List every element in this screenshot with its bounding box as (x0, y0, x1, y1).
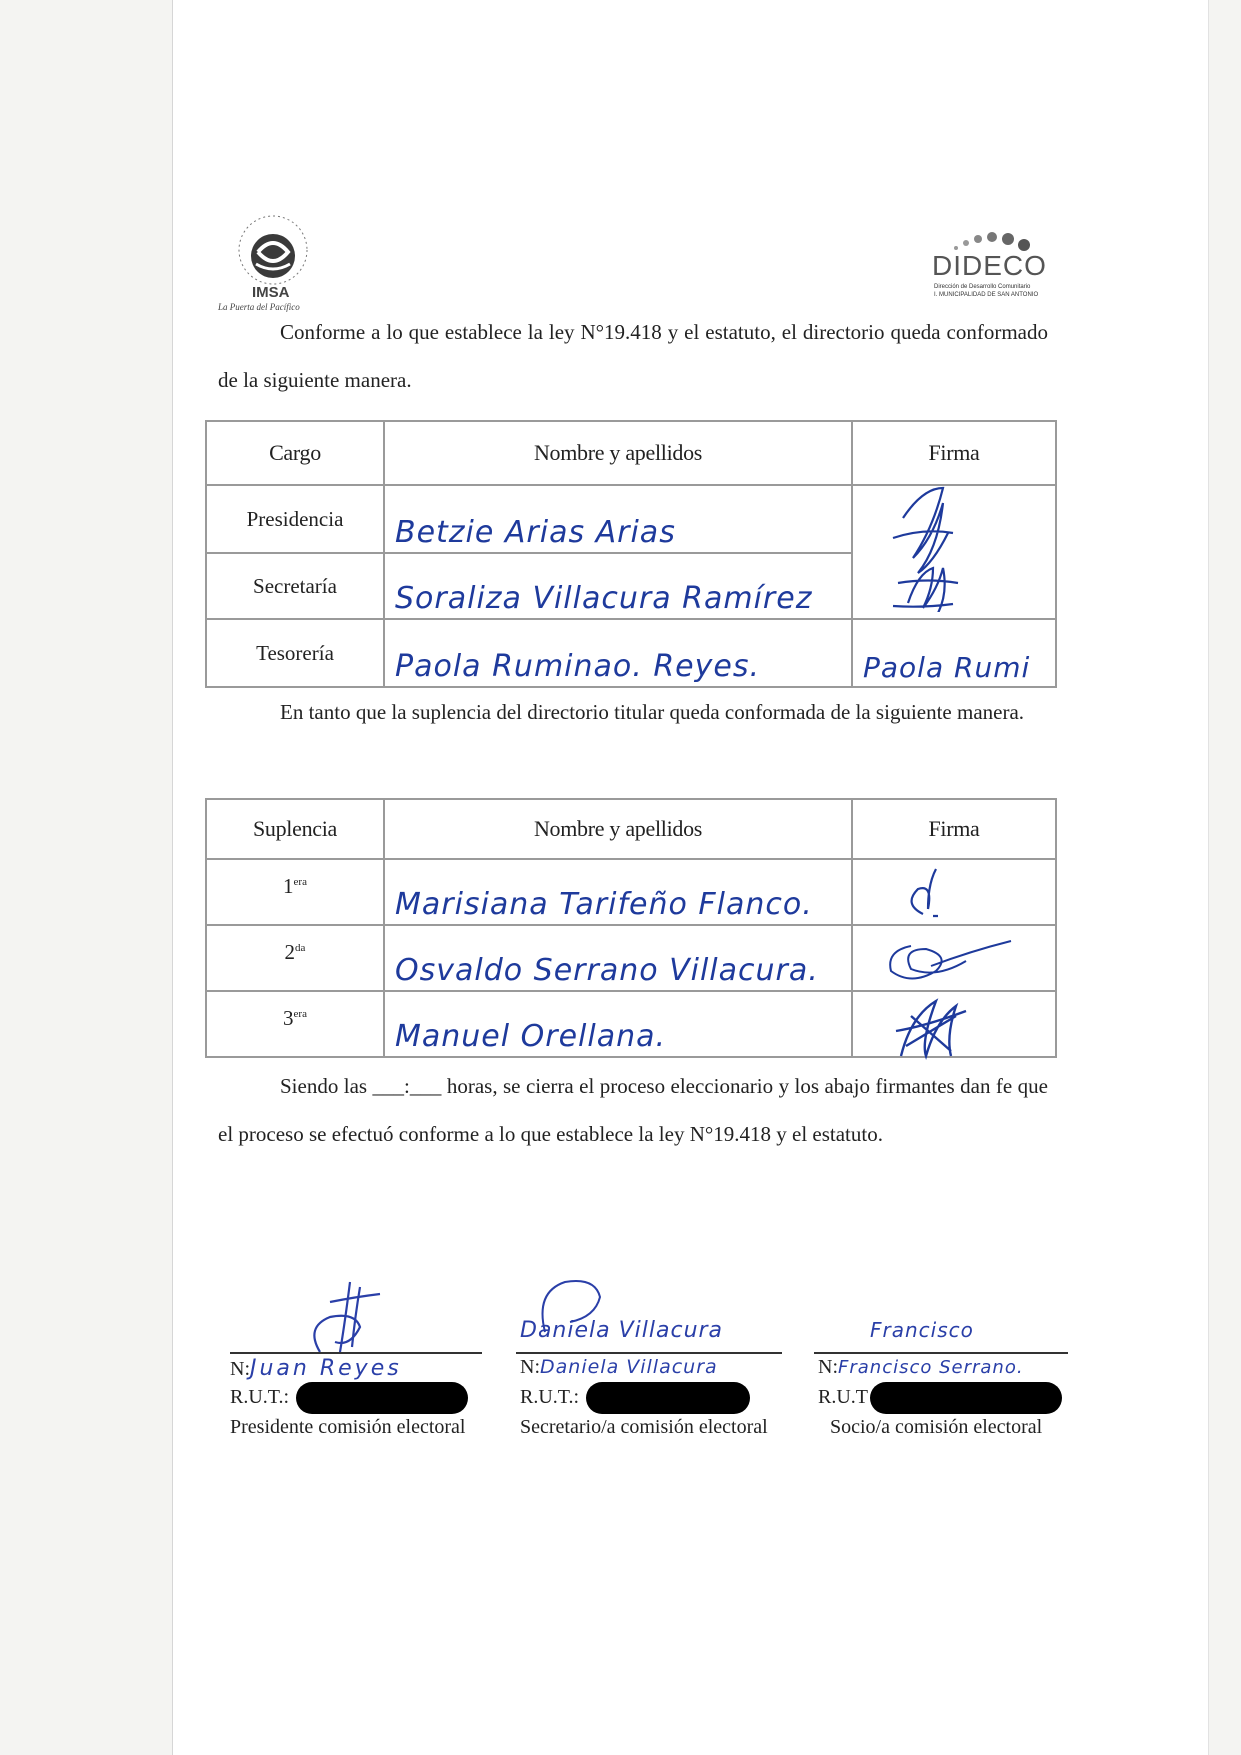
dideco-subtitle-2: I. MUNICIPALIDAD DE SAN ANTONIO (934, 292, 1039, 298)
handwritten-name: Manuel Orellana. (395, 1019, 667, 1054)
signature-line-2 (516, 1352, 782, 1354)
cargo-cell: Presidencia (206, 485, 384, 553)
firma-cell (852, 925, 1056, 991)
signature-2da-icon (871, 926, 1021, 990)
imsa-emblem-icon (218, 212, 328, 288)
signature-loop-icon (530, 1272, 620, 1342)
handwritten-name: Betzie Arias Arias (395, 515, 676, 550)
table-row (206, 619, 1056, 687)
firma-cell (852, 619, 1056, 687)
ordinal-cell (206, 859, 384, 925)
handwritten-name: Osvaldo Serrano Villacura. (395, 953, 819, 988)
table-row (206, 925, 1056, 991)
ordinal-suffix: era (293, 1008, 307, 1020)
handwritten-name: Soraliza Villacura Ramírez (395, 581, 813, 616)
closing-paragraph: Siendo las ___:___ horas, se cierra el proceso eleccionario y los abajo firmantes dan fe que el proceso se efectuó conforme a lo que establece la ley N°19.418 y el estatuto. (218, 1074, 1048, 1146)
signature-presidente-icon (290, 1272, 410, 1362)
intro-paragraph: Conforme a lo que establece la ley N°19.418 y el estatuto, el directorio queda conformado de la siguiente manera. (218, 320, 1048, 392)
directorio-header-row (206, 421, 1056, 485)
dideco-logo (928, 228, 1048, 304)
ordinal-suffix: da (295, 942, 306, 954)
signature-line-3 (814, 1352, 1068, 1354)
signature-line-1 (230, 1352, 482, 1354)
handwritten-name: Paola Ruminao. Reyes. (395, 649, 761, 684)
suplencia-table (205, 798, 1057, 1058)
firma-cell (852, 991, 1056, 1057)
handwritten-signature: Francisco (870, 1318, 974, 1342)
signature-presidencia-icon (873, 478, 993, 612)
rut-label: R.U.T.: (520, 1386, 580, 1408)
nombre-cell (384, 485, 852, 553)
signature-3era-icon (881, 986, 991, 1066)
dideco-name: DIDECO (932, 250, 1047, 281)
imsa-tagline: La Puerta del Pacífico (218, 302, 300, 312)
ordinal-number: 1 (283, 874, 294, 898)
middle-paragraph: En tanto que la suplencia del directorio titular queda conformada de la siguiente manera. (280, 700, 1025, 724)
nombre-cell (384, 991, 852, 1057)
firma-cell (852, 485, 1056, 619)
handwritten-name: Francisco Serrano. (838, 1357, 1024, 1378)
role-label: Presidente comisión electoral (230, 1416, 466, 1438)
rut-label: R.U.T (818, 1386, 868, 1408)
handwritten-name: Daniela Villacura (540, 1356, 718, 1378)
nombre-cell (384, 925, 852, 991)
handwritten-signature: Daniela Villacura (520, 1318, 724, 1343)
ordinal-cell (206, 925, 384, 991)
n-label: N: (818, 1356, 838, 1378)
role-label: Secretario/a comisión electoral (520, 1416, 768, 1438)
nombre-cell (384, 859, 852, 925)
header-firma: Firma (852, 421, 1056, 485)
header-nombre: Nombre y apellidos (384, 421, 852, 485)
firma-cell (852, 859, 1056, 925)
cargo-cell: Tesorería (206, 619, 384, 687)
table-row (206, 485, 1056, 553)
redacted-rut (296, 1382, 468, 1414)
suplencia-header-row (206, 799, 1056, 859)
nombre-cell (384, 619, 852, 687)
rut-label: R.U.T.: (230, 1386, 290, 1408)
signature-1era-icon (883, 864, 983, 924)
handwritten-name: Juan Reyes (250, 1356, 402, 1381)
handwritten-name: Marisiana Tarifeño Flanco. (395, 887, 813, 922)
header-firma: Firma (852, 799, 1056, 859)
header-cargo: Cargo (206, 421, 384, 485)
ordinal-cell (206, 991, 384, 1057)
directorio-table (205, 420, 1057, 688)
dideco-subtitle-1: Dirección de Desarrollo Comunitario (934, 284, 1031, 290)
handwritten-signature: Paola Rumi (863, 651, 1031, 684)
header-suplencia: Suplencia (206, 799, 384, 859)
nombre-cell (384, 553, 852, 619)
n-label: N: (520, 1356, 540, 1378)
table-row (206, 991, 1056, 1057)
role-label: Socio/a comisión electoral (830, 1416, 1043, 1438)
cargo-cell: Secretaría (206, 553, 384, 619)
n-label: N: (230, 1358, 250, 1380)
ordinal-suffix: era (293, 876, 307, 888)
ordinal-number: 3 (283, 1006, 294, 1030)
redacted-rut (870, 1382, 1062, 1414)
table-row (206, 859, 1056, 925)
redacted-rut (586, 1382, 750, 1414)
imsa-logo (218, 212, 328, 312)
ordinal-number: 2 (284, 940, 296, 964)
imsa-name: IMSA (252, 284, 290, 301)
header-nombre: Nombre y apellidos (384, 799, 852, 859)
